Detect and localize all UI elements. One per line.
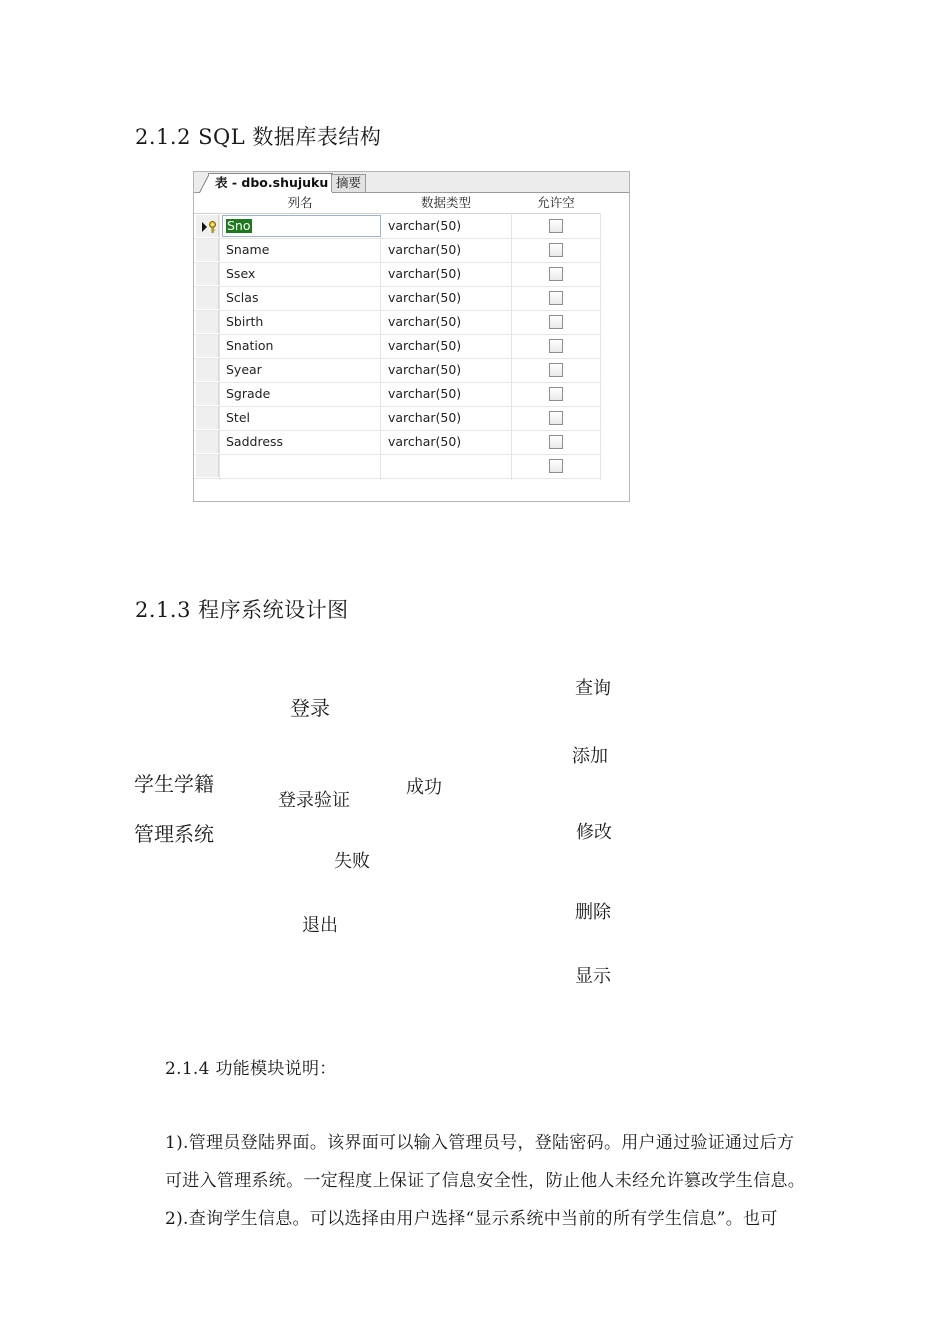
data-type-cell[interactable]: varchar(50) — [388, 434, 462, 449]
table-row[interactable] — [194, 430, 601, 455]
diagram-edge-fail: 失败 — [334, 851, 370, 872]
table-row[interactable] — [194, 238, 601, 263]
section-heading-2-1-3: 2.1.3 程序系统设计图 — [135, 598, 349, 622]
data-type-cell[interactable]: varchar(50) — [388, 362, 462, 377]
diagram-node-login: 登录 — [290, 696, 330, 720]
allow-null-checkbox[interactable] — [549, 363, 563, 377]
column-name-cell[interactable]: Sname — [226, 242, 270, 257]
data-type-cell[interactable]: varchar(50) — [388, 314, 462, 329]
data-type-cell[interactable]: varchar(50) — [388, 242, 462, 257]
diagram-system-title-line1: 学生学籍 — [134, 772, 214, 796]
diagram-node-delete: 删除 — [575, 902, 611, 923]
paragraph-2-line-1: 2).查询学生信息。可以选择由用户选择“显示系统中当前的所有学生信息”。也可 — [165, 1209, 778, 1229]
row-selector[interactable] — [196, 311, 219, 333]
allow-null-checkbox[interactable] — [549, 243, 563, 257]
table-row[interactable] — [194, 454, 601, 479]
tab-summary[interactable]: 摘要 — [331, 174, 366, 192]
row-selector[interactable] — [196, 383, 219, 405]
column-name-cell[interactable]: Sgrade — [226, 386, 271, 401]
data-type-cell[interactable]: varchar(50) — [388, 218, 462, 233]
primary-key-icon — [208, 221, 217, 233]
allow-null-checkbox[interactable] — [549, 459, 563, 473]
column-name-cell[interactable]: Stel — [226, 410, 250, 425]
column-name-cell[interactable]: Snation — [226, 338, 274, 353]
diagram-node-display: 显示 — [575, 966, 611, 987]
row-selector[interactable] — [196, 455, 219, 477]
allow-null-checkbox[interactable] — [549, 411, 563, 425]
allow-null-checkbox[interactable] — [549, 219, 563, 233]
diagram-node-add: 添加 — [572, 746, 608, 767]
allow-null-checkbox[interactable] — [549, 435, 563, 449]
diagram-node-modify: 修改 — [576, 822, 612, 843]
table-row[interactable] — [194, 310, 601, 335]
allow-null-checkbox[interactable] — [549, 339, 563, 353]
column-name-cell-selected[interactable]: Sno — [227, 218, 251, 233]
row-selector[interactable] — [196, 407, 219, 429]
data-type-cell[interactable]: varchar(50) — [388, 410, 462, 425]
allow-null-checkbox[interactable] — [549, 267, 563, 281]
column-name-cell[interactable]: Ssex — [226, 266, 256, 281]
allow-null-header[interactable]: 允许空 — [512, 193, 600, 214]
table-designer-window — [193, 171, 630, 502]
paragraph-1-line-2: 可进入管理系统。一定程度上保证了信息安全性，防止他人未经允许篡改学生信息。 — [165, 1171, 806, 1191]
data-type-cell[interactable]: varchar(50) — [388, 338, 462, 353]
tab-bar — [194, 172, 629, 193]
allow-null-checkbox[interactable] — [549, 291, 563, 305]
paragraph-1-line-1: 1).管理员登陆界面。该界面可以输入管理员号，登陆密码。用户通过验证通过后方 — [165, 1133, 795, 1153]
row-selector-header — [194, 193, 219, 214]
table-row[interactable] — [194, 382, 601, 407]
table-row[interactable] — [194, 214, 601, 239]
table-row[interactable] — [194, 286, 601, 311]
tab-table-dbo-shujuku[interactable]: 表 - dbo.shujuku — [208, 173, 333, 193]
diagram-node-verify: 登录验证 — [278, 790, 350, 811]
row-selector[interactable] — [196, 431, 219, 453]
data-type-cell[interactable]: varchar(50) — [388, 266, 462, 281]
allow-null-checkbox[interactable] — [549, 315, 563, 329]
column-name-header[interactable]: 列名 — [220, 193, 380, 214]
row-selector[interactable] — [196, 263, 219, 285]
row-selector[interactable] — [196, 239, 219, 261]
column-name-cell[interactable]: Saddress — [226, 434, 284, 449]
allow-null-checkbox[interactable] — [549, 387, 563, 401]
row-selector[interactable] — [196, 335, 219, 357]
current-row-arrow-icon — [202, 222, 207, 232]
section-heading-2-1-2: 2.1.2 SQL 数据库表结构 — [135, 125, 382, 149]
section-heading-2-1-4: 2.1.4 功能模块说明： — [165, 1059, 337, 1079]
table-row[interactable] — [194, 358, 601, 383]
row-selector[interactable] — [196, 359, 219, 381]
column-name-cell[interactable]: Syear — [226, 362, 262, 377]
table-row[interactable] — [194, 406, 601, 431]
data-type-cell[interactable]: varchar(50) — [388, 290, 462, 305]
diagram-node-exit: 退出 — [302, 915, 338, 936]
data-type-cell[interactable]: varchar(50) — [388, 386, 462, 401]
row-selector[interactable] — [196, 215, 219, 237]
diagram-node-query: 查询 — [575, 678, 611, 699]
table-row[interactable] — [194, 262, 601, 287]
diagram-edge-success: 成功 — [406, 777, 442, 798]
row-selector[interactable] — [196, 287, 219, 309]
table-row[interactable] — [194, 334, 601, 359]
data-type-header[interactable]: 数据类型 — [381, 193, 511, 214]
column-name-edit-box[interactable] — [222, 215, 381, 237]
column-name-cell[interactable]: Sclas — [226, 290, 259, 305]
diagram-system-title-line2: 管理系统 — [134, 822, 214, 846]
column-name-cell[interactable]: Sbirth — [226, 314, 264, 329]
